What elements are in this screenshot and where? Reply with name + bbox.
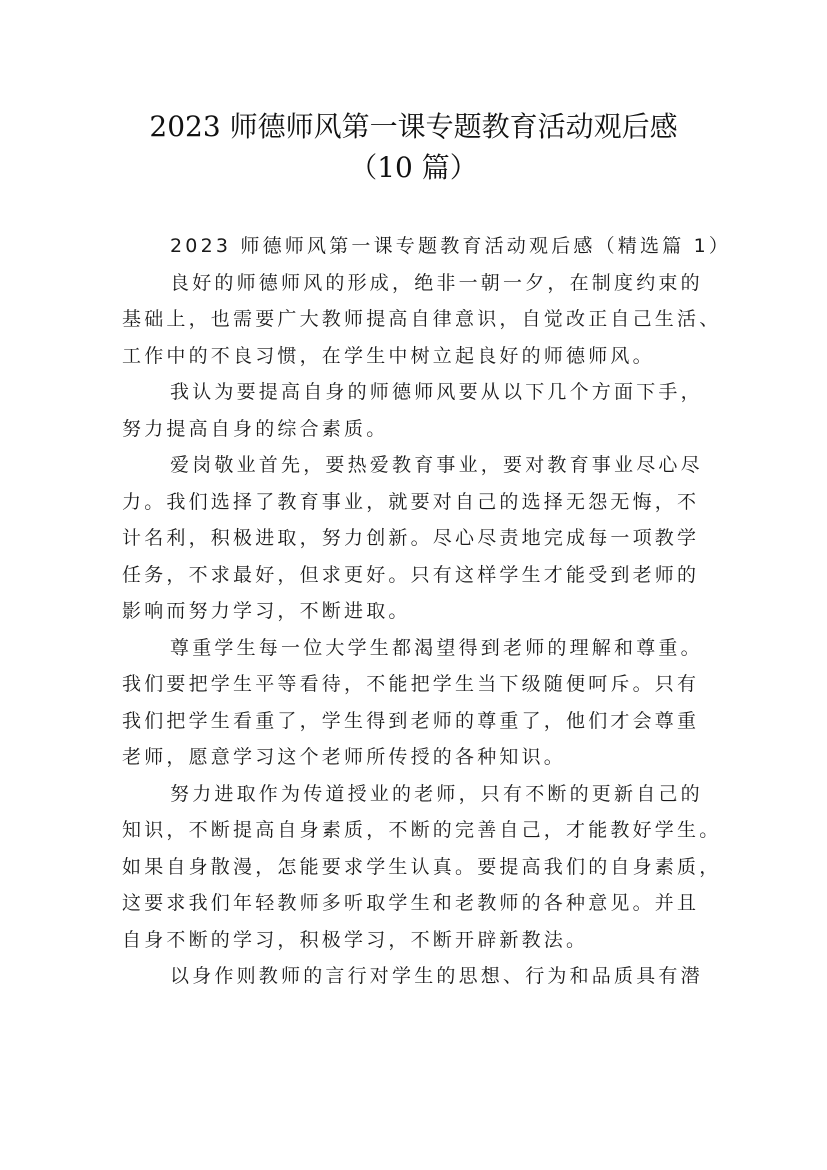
body-line: 工作中的不良习惯，在学生中树立起良好的师德师风。 [122,344,655,367]
body-line: 我们要把学生平等看待，不能把学生当下级随便呵斥。只有 [122,673,700,695]
body-line: 任务，不求最好，但求更好。只有这样学生才能受到老师的 [122,563,700,586]
body-line: 基础上，也需要广大教师提高自律意识，自觉改正自己生活、 [122,308,722,330]
body-line: 如果自身散漫，怎能要求学生认真。要提高我们的自身素质， [122,855,722,878]
body-line: 爱岗敬业首先，要热爱教育事业，要对教育事业尽心尽 [170,454,703,476]
body-line: 这要求我们年轻教师多听取学生和老教师的各种意见。并且 [122,892,700,914]
body-line: 自身不断的学习，积极学习，不断开辟新教法。 [122,928,589,951]
body-line: 努力提高自身的综合素质。 [122,417,389,440]
document-body [122,228,732,995]
body-line: 良好的师德师风的形成，绝非一朝一夕，在制度约束的 [170,271,703,294]
body-line: 以身作则教师的言行对学生的思想、行为和品质具有潜 [170,965,703,987]
body-line: 知识，不断提高自身素质，不断的完善自己，才能教好学生。 [122,819,722,841]
body-line: 尊重学生每一位大学生都渴望得到老师的理解和尊重。 [170,636,703,659]
body-line: 2023 师德师风第一课专题教育活动观后感（精选篇 1） [170,235,732,257]
body-line: 力。我们选择了教育事业，就要对自己的选择无怨无悔，不 [122,490,700,513]
body-line: 老师，愿意学习这个老师所传授的各种知识。 [122,746,567,768]
body-line: 我们把学生看重了，学生得到老师的尊重了，他们才会尊重 [122,709,700,732]
body-line: 影响而努力学习，不断进取。 [122,600,411,622]
document-title-line-1: 2023 师德师风第一课专题教育活动观后感 [149,110,678,143]
body-line: 计名利，积极进取，努力创新。尽心尽责地完成每一项教学 [122,527,700,549]
document-title-line-2: （10 篇） [349,151,478,184]
body-line: 努力进取作为传道授业的老师，只有不断的更新自己的 [170,782,703,805]
body-line: 我认为要提高自身的师德师风要从以下几个方面下手， [170,381,703,403]
